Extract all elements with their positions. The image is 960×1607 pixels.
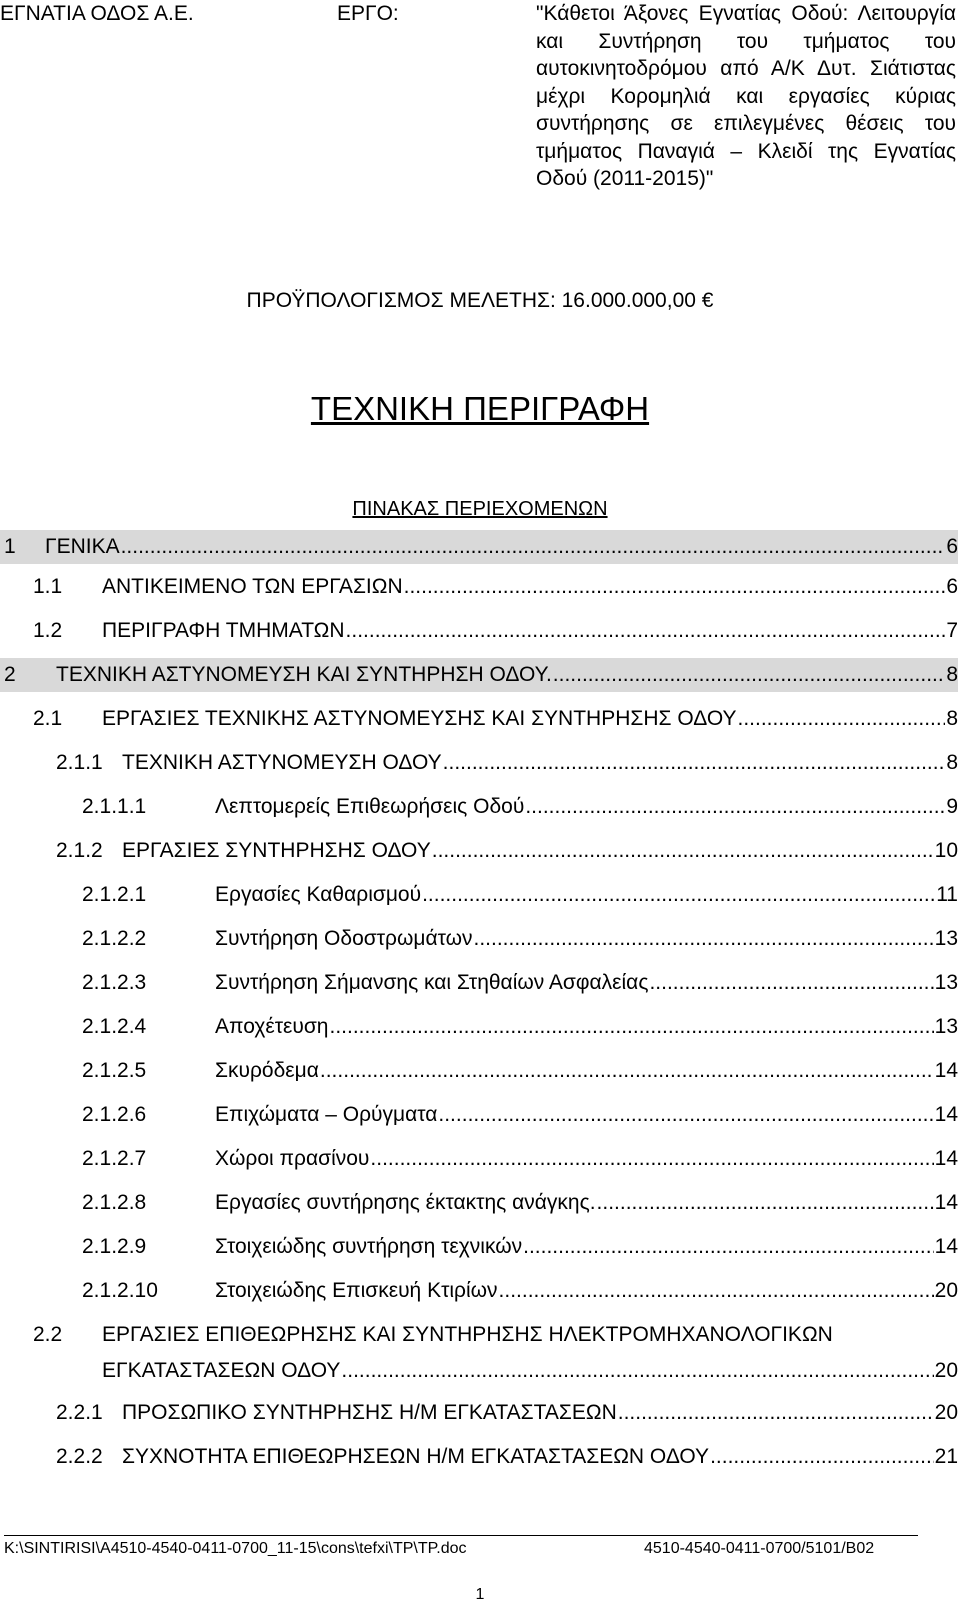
toc-entry-number: 2.1.2.1 — [82, 883, 147, 906]
toc-leader — [215, 922, 958, 956]
toc-dot-leader — [738, 702, 946, 736]
toc-entry-number: 2.1.2.2 — [82, 927, 147, 950]
document-title: ΤΕΧΝΙΚΗ ΠΕΡΙΓΡΑΦΗ — [310, 390, 650, 427]
toc-dot-leader — [553, 658, 946, 692]
toc-entry — [0, 1230, 958, 1264]
toc-entry — [0, 570, 958, 604]
toc-leader — [122, 834, 958, 868]
toc-entry-page: 13 — [934, 1015, 958, 1038]
toc-dot-leader — [649, 966, 933, 1000]
toc-entry-page: 6 — [946, 535, 958, 558]
toc-entry-title: ΕΡΓΑΣΙΕΣ ΕΠΙΘΕΩΡΗΣΗΣ ΚΑΙ ΣΥΝΤΗΡΗΣΗΣ ΗΛΕΚΤΡΟΜΗΧΑΝΟΛΟΓΙΚΩΝ — [102, 1323, 833, 1346]
toc-entry-title: ΓΕΝΙΚΑ — [45, 535, 120, 558]
toc-entry-title: ΑΝΤΙΚΕΙΜΕΝΟ ΤΩΝ ΕΡΓΑΣΙΩΝ — [102, 575, 403, 598]
toc-entry — [0, 878, 958, 912]
toc-entry-title: Εργασίες Καθαρισμού — [215, 883, 422, 906]
toc-dot-leader — [370, 1142, 933, 1176]
toc-entry — [0, 1054, 958, 1088]
toc-leader — [215, 1010, 958, 1044]
toc-entry — [0, 790, 958, 824]
toc-entry-title: ΕΓΚΑΤΑΣΤΑΣΕΩΝ ΟΔΟΥ — [102, 1359, 341, 1382]
toc-entry-title: Λεπτομερείς Επιθεωρήσεις Οδού — [215, 795, 525, 818]
toc-entry-title: ΠΡΟΣΩΠΙΚΟ ΣΥΝΤΗΡΗΣΗΣ Η/Μ ΕΓΚΑΤΑΣΤΑΣΕΩΝ — [122, 1401, 617, 1424]
budget-line: ΠΡΟΫΠΟΛΟΓΙΣΜΟΣ ΜΕΛΕΤΗΣ: 16.000.000,00 € — [246, 289, 714, 312]
toc-entry-page: 13 — [934, 927, 958, 950]
toc-entry-title: ΣΥΧΝΟΤΗΤΑ ΕΠΙΘΕΩΡΗΣΕΩΝ Η/Μ ΕΓΚΑΤΑΣΤΑΣΕΩΝ ΟΔΟΥ — [122, 1445, 710, 1468]
toc-entry-page: 9 — [946, 795, 958, 818]
toc-dot-leader — [438, 1098, 933, 1132]
toc-entry — [0, 702, 958, 736]
toc-entry-page: 7 — [946, 619, 958, 642]
toc-entry-number: 2.1.2.3 — [82, 971, 147, 994]
footer-divider — [4, 1535, 918, 1536]
toc-entry — [0, 1142, 958, 1176]
toc-entry — [0, 1098, 958, 1132]
company-name: ΕΓΝΑΤΙΑ ΟΔΟΣ Α.Ε. — [0, 2, 194, 25]
toc-title: ΠΙΝΑΚΑΣ ΠΕΡΙΕΧΟΜΕΝΩΝ — [352, 498, 608, 520]
toc-entry — [0, 658, 958, 692]
toc-entry — [0, 966, 958, 1000]
toc-dot-leader — [597, 1186, 934, 1220]
toc-entry-number: 2.1.2.9 — [82, 1235, 147, 1258]
toc-entry-number: 2.1.2 — [56, 839, 103, 862]
toc-entry-title: Σκυρόδεμα — [215, 1059, 319, 1082]
toc-leader — [215, 1098, 958, 1132]
toc-leader — [215, 790, 958, 824]
toc-entry-page: 20 — [934, 1401, 958, 1424]
toc-dot-leader — [618, 1396, 934, 1430]
toc-leader — [215, 1054, 958, 1088]
toc-entry-page: 21 — [934, 1445, 958, 1468]
toc-dot-leader — [320, 1054, 934, 1088]
toc-dot-leader — [432, 834, 934, 868]
toc-dot-leader — [121, 530, 946, 564]
toc-entry-page: 8 — [946, 751, 958, 774]
toc-entry-title: Συντήρηση Σήμανσης και Στηθαίων Ασφαλείας — [215, 971, 649, 994]
toc-leader — [122, 1396, 958, 1430]
toc-entry-page: 14 — [934, 1059, 958, 1082]
toc-entry-title: ΠΕΡΙΓΡΑΦΗ ΤΜΗΜΑΤΩΝ — [102, 619, 345, 642]
toc-entry-number: 2.1.1 — [56, 751, 103, 774]
toc-entry-number: 2.1.1.1 — [82, 795, 147, 818]
toc-entry-title: Χώροι πρασίνου — [215, 1147, 370, 1170]
toc-entry-number: 2.2 — [33, 1323, 63, 1346]
toc-entry-title: ΕΡΓΑΣΙΕΣ ΤΕΧΝΙΚΗΣ ΑΣΤΥΝΟΜΕΥΣΗΣ ΚΑΙ ΣΥΝΤΗΡΗΣΗΣ ΟΔΟΥ — [102, 707, 737, 730]
toc-dot-leader — [710, 1440, 934, 1474]
toc-entry-number: 2.2.1 — [56, 1401, 103, 1424]
footer-document-code: 4510-4540-0411-0700/5101/B02 — [644, 1540, 875, 1557]
toc-dot-leader — [473, 922, 933, 956]
toc-entry-page: 20 — [934, 1279, 958, 1302]
toc-dot-leader — [341, 1354, 933, 1388]
toc-leader — [102, 1354, 958, 1388]
toc-entry-number: 1 — [4, 535, 16, 558]
toc-entry-page: 8 — [946, 663, 958, 686]
toc-entry — [0, 746, 958, 780]
toc-entry-title: Εργασίες συντήρησης έκτακτης ανάγκης. — [215, 1191, 596, 1214]
toc-entry — [0, 1440, 958, 1474]
toc-leader — [215, 1186, 958, 1220]
toc-entry-number: 2.1.2.10 — [82, 1279, 158, 1302]
toc-entry-title: ΤΕΧΝΙΚΗ ΑΣΤΥΝΟΜΕΥΣΗ ΚΑΙ ΣΥΝΤΗΡΗΣΗ ΟΔΟΥ. — [56, 663, 552, 686]
toc-entry-number: 2.1 — [33, 707, 63, 730]
toc-entry-number: 2.1.2.4 — [82, 1015, 147, 1038]
project-label: ΕΡΓΟ: — [337, 2, 399, 25]
toc-leader — [215, 1142, 958, 1176]
toc-entry-page: 6 — [946, 575, 958, 598]
toc-entry-page: 20 — [934, 1359, 958, 1382]
toc-entry-number: 2.1.2.6 — [82, 1103, 147, 1126]
toc-entry — [0, 530, 958, 564]
toc-dot-leader — [499, 1274, 934, 1308]
toc-entry-page: 10 — [934, 839, 958, 862]
toc-dot-leader — [443, 746, 946, 780]
toc-entry-continuation — [0, 1354, 958, 1388]
toc-entry-title: Αποχέτευση — [215, 1015, 329, 1038]
toc-entry-number: 2.1.2.7 — [82, 1147, 147, 1170]
toc-leader — [102, 702, 958, 736]
toc-dot-leader — [525, 790, 945, 824]
footer-file-path: K:\SINTIRISI\A4510-4540-0411-0700_11-15\cons\tefxi\TP\TP.doc — [4, 1540, 467, 1557]
toc-entry-number: 1.1 — [33, 575, 63, 598]
toc-entry-page: 11 — [936, 883, 958, 906]
toc-entry — [0, 834, 958, 868]
toc-entry-page: 14 — [934, 1235, 958, 1258]
toc-leader — [215, 1274, 958, 1308]
toc-entry-page: 14 — [934, 1103, 958, 1126]
toc-leader — [215, 878, 958, 912]
toc-entry-number: 2.1.2.5 — [82, 1059, 147, 1082]
toc-entry — [0, 922, 958, 956]
toc-dot-leader — [404, 570, 946, 604]
toc-entry-number: 2.2.2 — [56, 1445, 103, 1468]
toc-entry-number: 1.2 — [33, 619, 63, 642]
toc-leader — [122, 1440, 958, 1474]
toc-entry — [0, 1396, 958, 1430]
project-description: "Κάθετοι Άξονες Εγνατίας Οδού: Λειτουργία και Συντήρηση του τμήματος του αυτοκινητοδρόμου από Α/Κ Δυτ. Σιάτιστας μέχρι Κορομηλιά και εργασίες κύριας συντήρησης σε επιλεγμένες θέσεις του τμήματος Παναγιά – Κλειδί της Εγνατίας Οδού (2011-2015)" — [536, 2, 956, 190]
toc-entry-number: 2.1.2.8 — [82, 1191, 147, 1214]
toc-leader — [122, 746, 958, 780]
toc-dot-leader — [329, 1010, 933, 1044]
toc-dot-leader — [422, 878, 935, 912]
toc-entry-title: Στοιχειώδης συντήρηση τεχνικών — [215, 1235, 523, 1258]
toc-entry-title: ΤΕΧΝΙΚΗ ΑΣΤΥΝΟΜΕΥΣΗ ΟΔΟΥ — [122, 751, 442, 774]
toc-entry — [0, 614, 958, 648]
toc-entry-number: 2 — [4, 663, 16, 686]
toc-entry — [0, 1010, 958, 1044]
toc-leader — [102, 570, 958, 604]
toc-leader — [102, 614, 958, 648]
toc-entry-title: ΕΡΓΑΣΙΕΣ ΣΥΝΤΗΡΗΣΗΣ ΟΔΟΥ — [122, 839, 431, 862]
toc-entry-page: 14 — [934, 1147, 958, 1170]
toc-entry-title: Επιχώματα – Ορύγματα — [215, 1103, 438, 1126]
toc-leader — [215, 966, 958, 1000]
toc-entry-page: 13 — [934, 971, 958, 994]
toc-entry-page: 14 — [934, 1191, 958, 1214]
toc-dot-leader — [523, 1230, 934, 1264]
toc-entry — [0, 1274, 958, 1308]
toc-entry — [0, 1186, 958, 1220]
page-number: 1 — [475, 1586, 485, 1603]
toc-dot-leader — [346, 614, 946, 648]
toc-leader — [215, 1230, 958, 1264]
toc-entry-title: Συντήρηση Οδοστρωμάτων — [215, 927, 473, 950]
toc-leader — [45, 530, 958, 564]
toc-entry-page: 8 — [946, 707, 958, 730]
toc-leader — [56, 658, 958, 692]
toc-entry-title: Στοιχειώδης Επισκευή Κτιρίων — [215, 1279, 498, 1302]
